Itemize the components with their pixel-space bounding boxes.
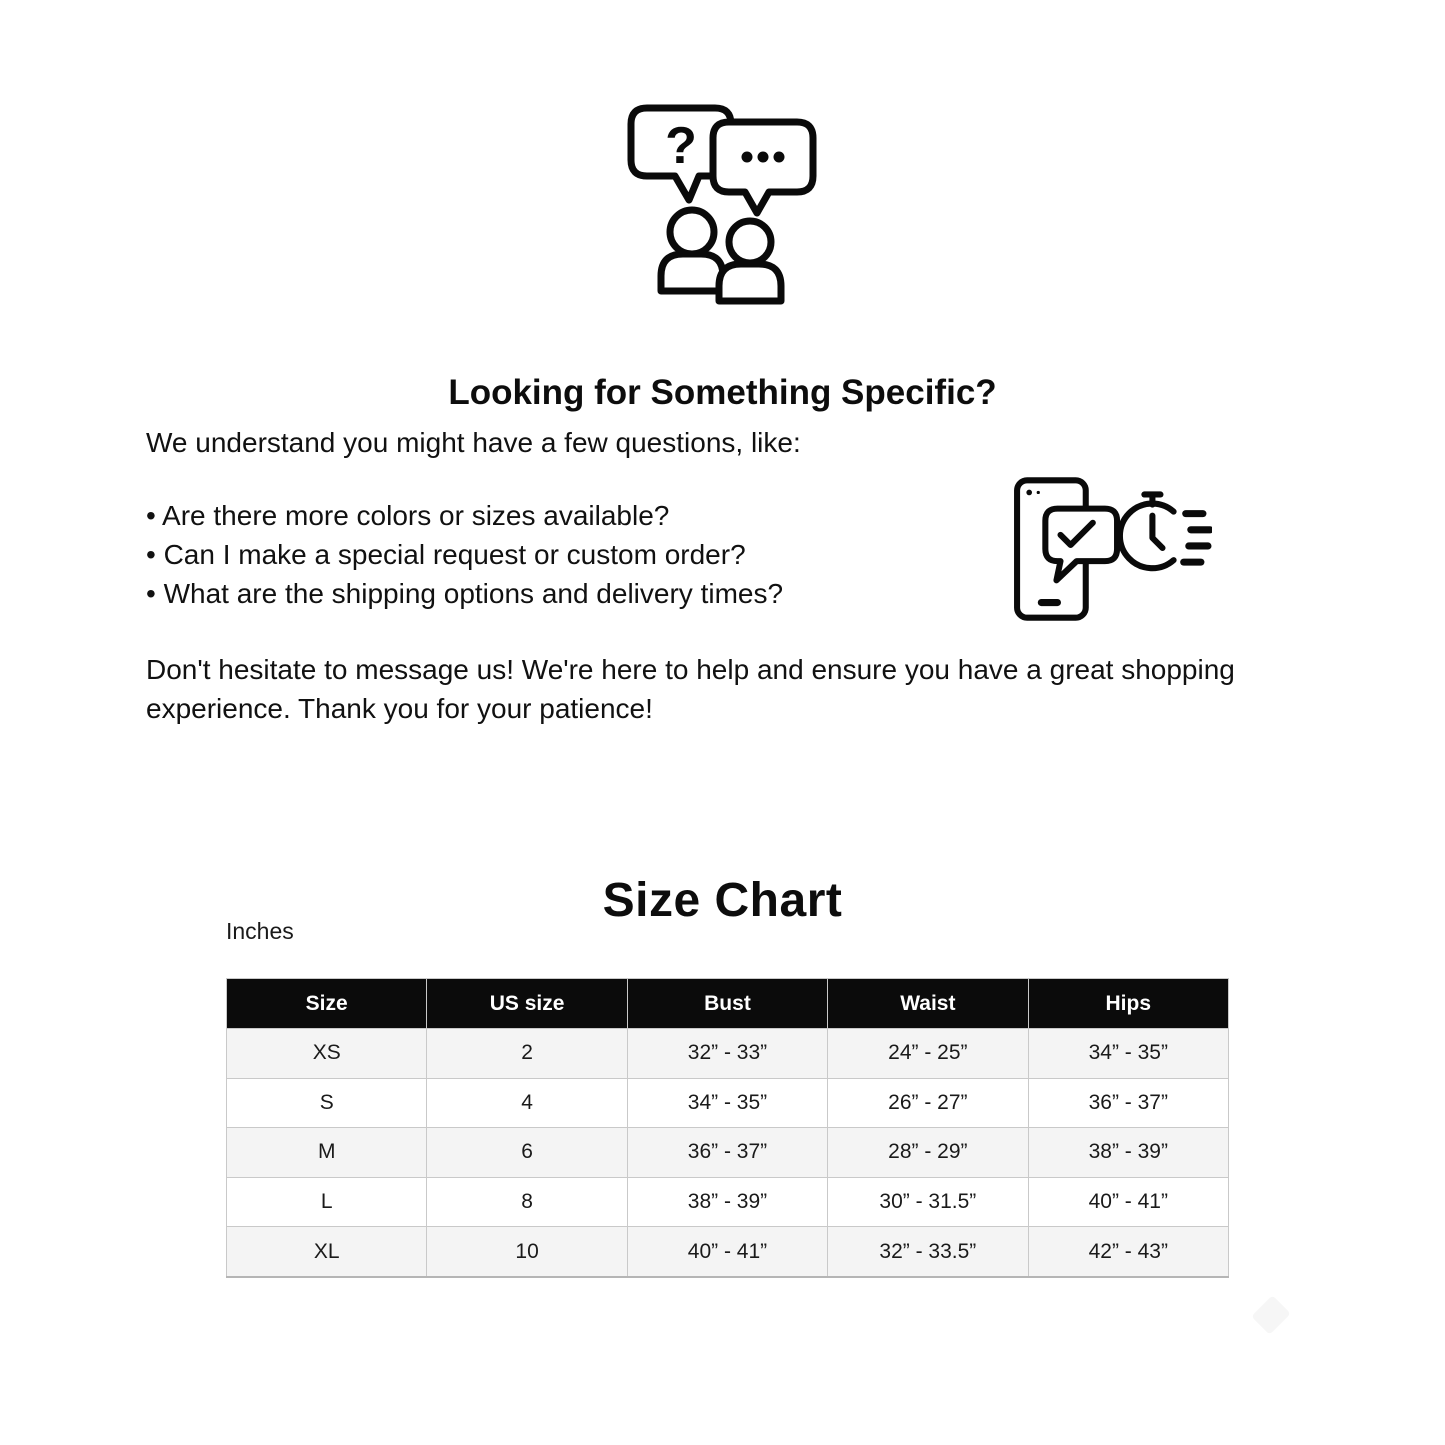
cell: XS — [227, 1029, 427, 1079]
page-title: Looking for Something Specific? — [448, 373, 997, 413]
speed-lines-icon — [1184, 514, 1210, 562]
chat-people-icon — [0, 100, 1445, 315]
person-left-icon — [661, 210, 723, 291]
closing-text: Don't hesitate to message us! We're here to help and ensure you have a great shopping experience. Thank you for your patience! — [146, 654, 1235, 724]
cell: 28” - 29” — [828, 1128, 1028, 1178]
question-list — [146, 496, 783, 613]
watermark — [1251, 1295, 1291, 1335]
cell: 26” - 27” — [828, 1078, 1028, 1128]
cell: 34” - 35” — [1028, 1029, 1228, 1079]
question-item: • Are there more colors or sizes available? — [146, 500, 670, 531]
cell: 2 — [427, 1029, 627, 1079]
size-chart-table — [226, 978, 1229, 1278]
cell: M — [227, 1128, 427, 1178]
cell: 8 — [427, 1177, 627, 1227]
size-chart-title: Size Chart — [602, 873, 843, 927]
cell: 36” - 37” — [1028, 1078, 1228, 1128]
column-header-bust: Bust — [627, 979, 827, 1029]
cell: 36” - 37” — [627, 1128, 827, 1178]
person-right-icon — [719, 221, 781, 301]
cell: 32” - 33” — [627, 1029, 827, 1079]
table-row-l — [227, 1177, 1229, 1227]
typing-dots-icon — [741, 152, 784, 163]
cell: XL — [227, 1227, 427, 1277]
question-item: • What are the shipping options and delivery times? — [146, 578, 784, 609]
table-row-xl — [227, 1227, 1229, 1277]
cell: 6 — [427, 1128, 627, 1178]
column-header-size: Size — [227, 979, 427, 1029]
header-row — [227, 979, 1229, 1029]
cell: 10 — [427, 1227, 627, 1277]
column-header-hips: Hips — [1028, 979, 1228, 1029]
stopwatch-icon — [1120, 494, 1174, 568]
cell: 32” - 33.5” — [828, 1227, 1028, 1277]
question-mark: ? — [664, 117, 697, 175]
cell: 40” - 41” — [627, 1227, 827, 1277]
cell: L — [227, 1177, 427, 1227]
fast-reply-icon — [1010, 473, 1212, 630]
table-row-s — [227, 1078, 1229, 1128]
cell: 30” - 31.5” — [828, 1177, 1028, 1227]
table-row-m — [227, 1128, 1229, 1178]
cell: 38” - 39” — [627, 1177, 827, 1227]
column-header-us-size: US size — [427, 979, 627, 1029]
dots-bubble-icon — [713, 122, 813, 213]
cell: 38” - 39” — [1028, 1128, 1228, 1178]
cell: S — [227, 1078, 427, 1128]
intro-text: We understand you might have a few questions, like: — [146, 427, 801, 458]
question-item: • Can I make a special request or custom order? — [146, 539, 746, 570]
table-row-xs — [227, 1029, 1229, 1079]
cell: 42” - 43” — [1028, 1227, 1228, 1277]
unit-label: Inches — [226, 918, 294, 944]
column-header-waist: Waist — [828, 979, 1028, 1029]
cell: 24” - 25” — [828, 1029, 1028, 1079]
cell: 40” - 41” — [1028, 1177, 1228, 1227]
cell: 4 — [427, 1078, 627, 1128]
cell: 34” - 35” — [627, 1078, 827, 1128]
